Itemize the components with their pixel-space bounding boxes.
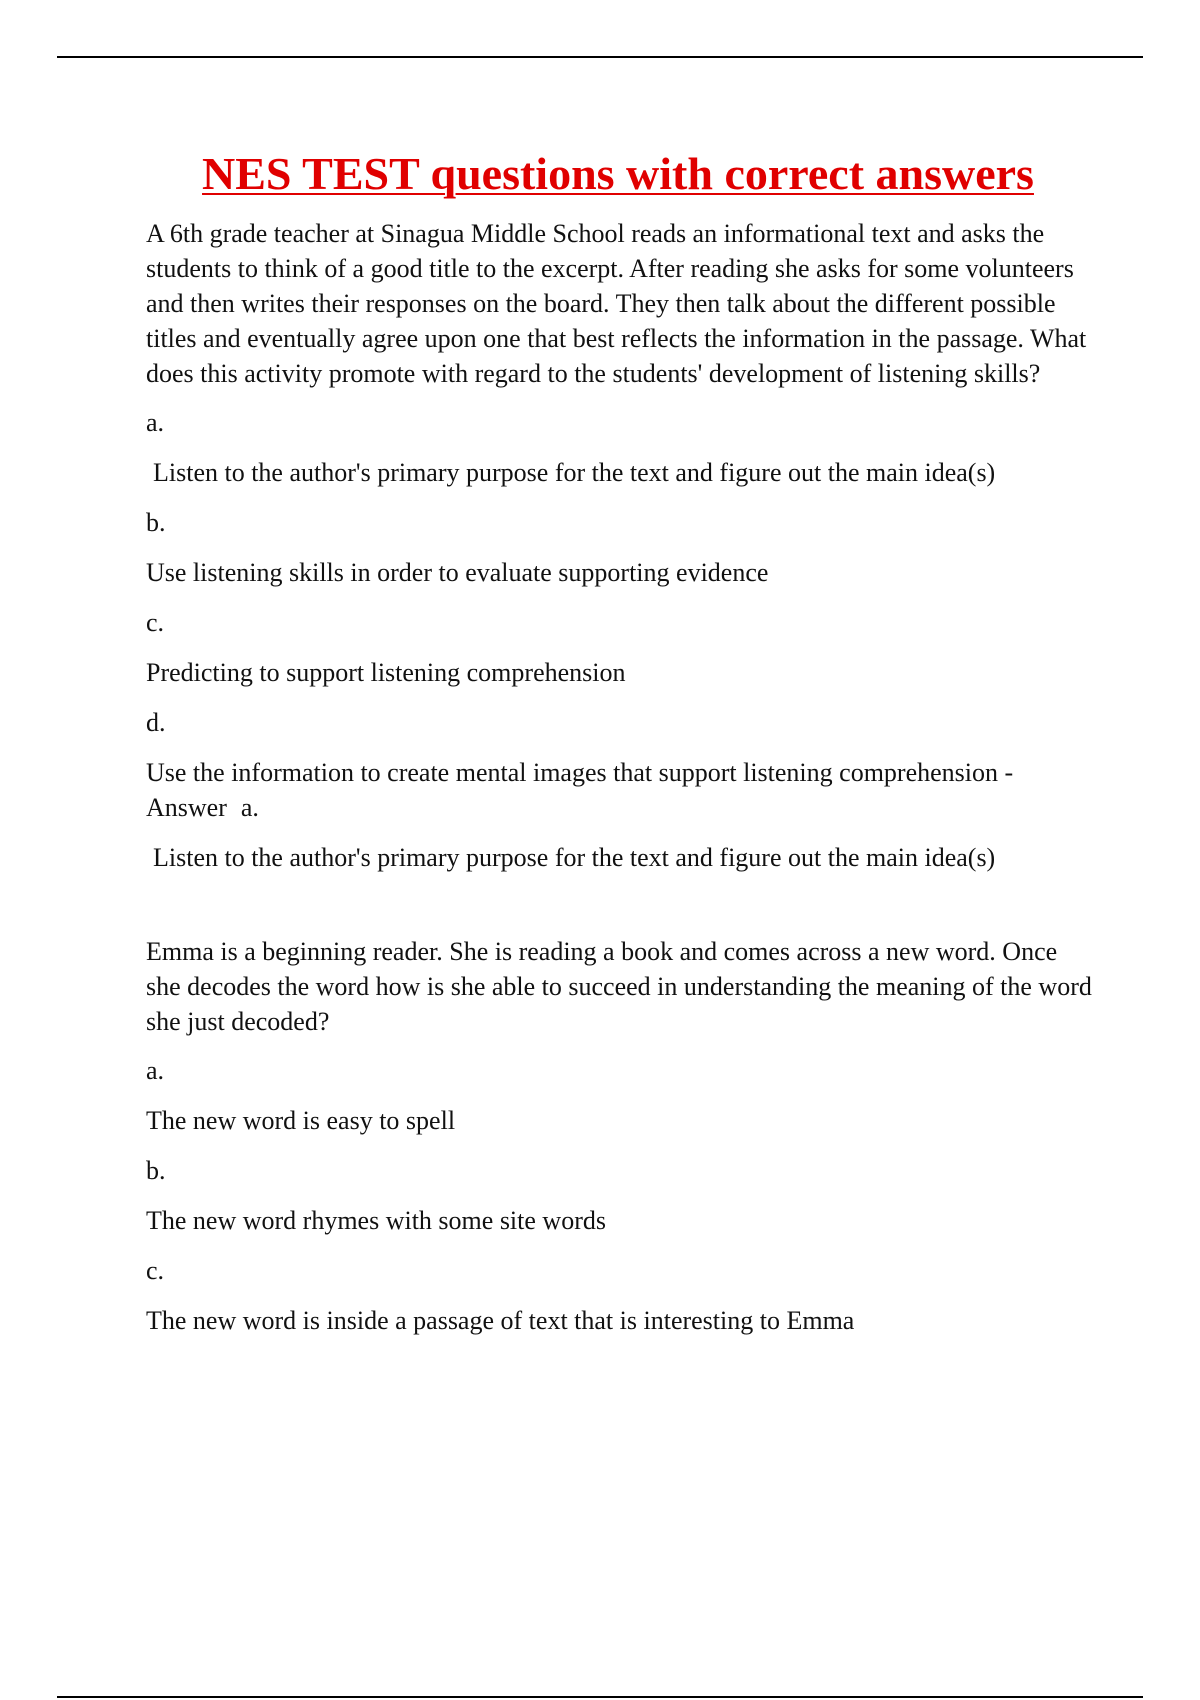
header-rule	[57, 56, 1143, 58]
option-letter: c.	[146, 1256, 165, 1285]
option-text: Predicting to support listening comprehension	[146, 658, 626, 687]
option-letter: c.	[146, 608, 165, 637]
document-title: NES TEST questions with correct answers	[202, 148, 1034, 199]
document-body	[146, 216, 1096, 1353]
option-letter: d.	[146, 708, 166, 737]
answer-letter: a.	[240, 793, 259, 822]
option-text: The new word is easy to spell	[146, 1106, 456, 1135]
option-text: Listen to the author's primary purpose for the text and figure out the main idea(s)	[153, 458, 996, 487]
footer-rule	[57, 1696, 1143, 1698]
question-block	[146, 216, 1096, 875]
option-letter: a.	[146, 1056, 165, 1085]
option-text: The new word rhymes with some site words	[146, 1206, 606, 1235]
option-letter: b.	[146, 1156, 166, 1185]
option-text: Use listening skills in order to evaluate supporting evidence	[146, 558, 769, 587]
spacer	[146, 890, 1096, 934]
option-text-with-answer	[146, 755, 1096, 825]
option-text-span: Use the information to create mental images that support listening comprehension - Answer	[146, 758, 1014, 822]
option-letter: a.	[146, 408, 165, 437]
question-text: A 6th grade teacher at Sinagua Middle School reads an informational text and asks the students to think of a good title to the excerpt. After reading she asks for some volunteers and then writes their responses on the board. They then talk about the different possible titles and eventually agree upon one that best reflects the information in the passage. What does this activity promote with regard to the students' development of listening skills?	[146, 219, 1087, 388]
option-text: The new word is inside a passage of text that is interesting to Emma	[146, 1306, 855, 1335]
answer-text: Listen to the author's primary purpose for the text and figure out the main idea(s)	[153, 843, 996, 872]
question-text: Emma is a beginning reader. She is reading a book and comes across a new word. Once she decodes the word how is she able to succeed in understanding the meaning of the word she just decoded?	[146, 937, 1092, 1036]
question-block	[146, 934, 1096, 1338]
option-letter: b.	[146, 508, 166, 537]
